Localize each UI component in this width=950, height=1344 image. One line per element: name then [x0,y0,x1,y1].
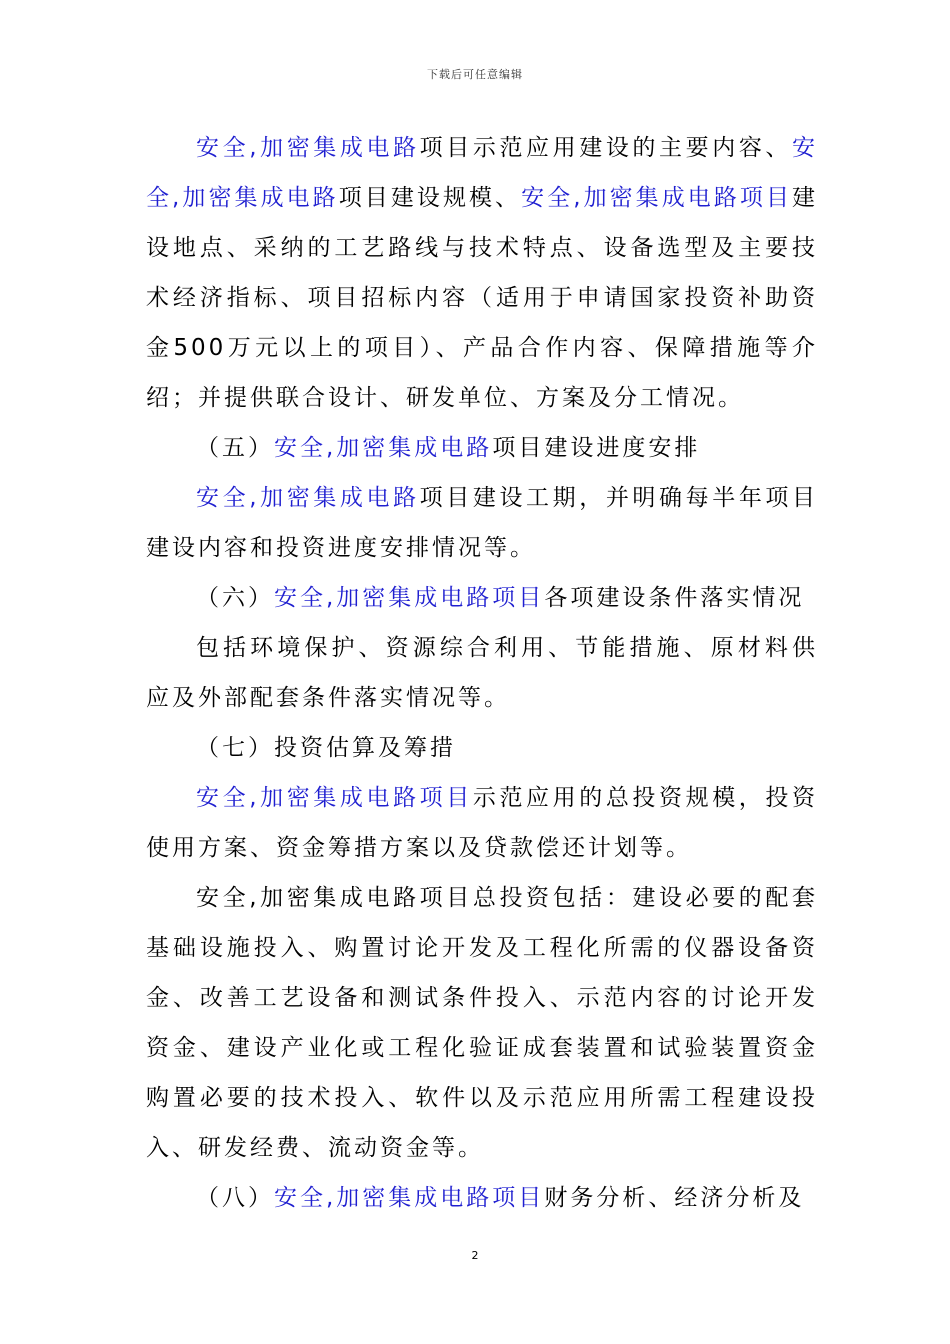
highlighted-term: 安全,加密集成电路 [274,435,493,461]
paragraph [146,773,818,873]
highlighted-term: 安全,加密集成电路 [146,135,819,211]
page-header: 下载后可任意编辑 [427,68,523,81]
text-segment: 安全,加密集成电路项目总投资包括：建设必要的配套基础设施投入、购置讨论开发及工程化所需的仪器设备资金、改善工艺设备和测试条件投入、示范内容的讨论开发资金、建设产业化或工程化验证成套装置和试验装置资金购置必要的技术投入、软件以及示范应用所需工程建设投入、研发经费、流动资金等。 [146,885,818,1161]
text-segment: （六） [196,585,274,611]
text-segment: 财务分析、经济分析及 [544,1185,805,1211]
text-segment: （八） [196,1185,274,1211]
text-segment: 项目建设规模、 [338,185,522,211]
text-segment: 示范应用的总投资规模，投资使用方案、资金筹措方案以及贷款偿还计划等。 [146,785,819,861]
paragraph [146,623,818,723]
paragraph [146,723,818,773]
text-segment: （七）投资估算及筹措 [196,735,456,761]
document-body [146,123,818,1223]
paragraph [146,473,818,573]
text-segment: 包括环境保护、资源综合利用、节能措施、原材料供应及外部配套条件落实情况等。 [146,635,818,711]
text-segment: 项目建设进度安排 [492,435,701,461]
paragraph [146,1173,818,1223]
highlighted-term: 安全,加密集成电路 [196,485,420,511]
paragraph [146,123,818,423]
highlighted-term: 安全,加密集成电路项目 [521,185,793,211]
page-number: 2 [471,1249,479,1262]
text-segment: 项目示范应用建设的主要内容、 [419,135,793,161]
paragraph [146,573,818,623]
highlighted-term: 安全,加密集成电路项目 [196,785,473,811]
text-segment: 建设地点、采纳的工艺路线与技术特点、设备选型及主要技术经济指标、项目招标内容（适用于申请国家投资补助资金500万元以上的项目）、产品合作内容、保障措施等介绍；并提供联合设计、研发单位、方案及分工情况。 [146,185,819,411]
highlighted-term: 安全,加密集成电路项目 [274,585,545,611]
text-segment: 各项建设条件落实情况 [544,585,805,611]
text-segment: （五） [196,435,274,461]
highlighted-term: 安全,加密集成电路 [196,135,420,161]
paragraph [146,423,818,473]
paragraph [146,873,818,1173]
highlighted-term: 安全,加密集成电路项目 [274,1185,545,1211]
text-segment: 项目建设工期，并明确每半年项目建设内容和投资进度安排情况等。 [146,485,819,561]
